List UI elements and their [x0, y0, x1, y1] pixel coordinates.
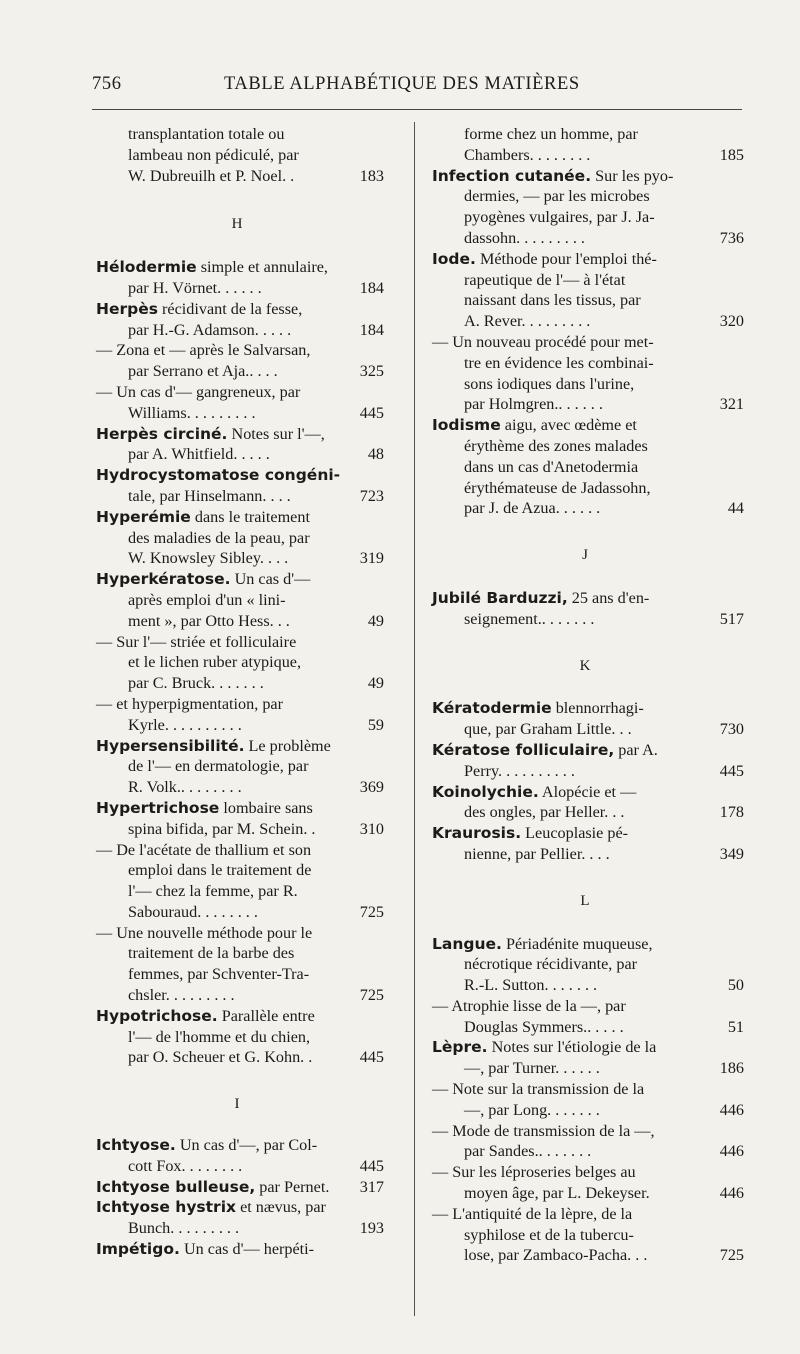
- page-ref: 725: [719, 1246, 744, 1265]
- entry-line: — Un cas d'— gangreneux, par: [96, 382, 301, 401]
- entry-text: par O. Scheuer et G. Kohn. .: [128, 1048, 313, 1067]
- entry-heading: Jubilé Barduzzi,: [432, 588, 568, 607]
- page-ref: 49: [367, 674, 384, 693]
- page-ref: 320: [719, 312, 744, 331]
- entry-text: Kyrle. . . . . . . . . .: [128, 715, 242, 734]
- entry-text: Bunch. . . . . . . . .: [128, 1219, 240, 1238]
- entry-line: des maladies de la peau, par: [128, 528, 310, 547]
- entry-text: Le problème: [244, 736, 331, 755]
- entry-text: nienne, par Pellier. . . .: [464, 844, 610, 863]
- entry-heading: Langue.: [432, 934, 502, 953]
- index-entry: [432, 1162, 744, 1204]
- entry-line: forme chez un homme, par: [464, 125, 638, 143]
- entry-line: — Atrophie lisse de la —, par: [432, 996, 626, 1015]
- right-column: [432, 124, 744, 1266]
- index-entry: [96, 569, 384, 631]
- index-entry: [96, 632, 384, 694]
- page-ref: 44: [727, 499, 744, 518]
- index-entry: [432, 166, 744, 249]
- entry-text: simple et annulaire,: [196, 258, 328, 277]
- entry-line: pyogènes vulgaires, par J. Ja-: [464, 208, 655, 227]
- entry-heading: Iode.: [432, 249, 476, 268]
- page-ref: 446: [719, 1100, 744, 1119]
- entry-heading: Herpès: [96, 299, 158, 318]
- entry-heading: Hydrocystomatose congéni-: [96, 466, 341, 485]
- entry-heading: Hypersensibilité.: [96, 736, 245, 755]
- entry-line: — et hyperpigmentation, par: [96, 694, 284, 713]
- index-entry: [432, 823, 744, 865]
- entry-heading: Ichtyose.: [96, 1136, 176, 1155]
- index-entry: [96, 923, 384, 1006]
- page-title: TABLE ALPHABÉTIQUE DES MATIÈRES: [224, 74, 580, 94]
- page-ref: 517: [719, 609, 744, 628]
- entry-text: Chambers. . . . . . . .: [464, 145, 591, 164]
- index-entry: [432, 934, 744, 996]
- entry-heading: Herpès circiné.: [96, 424, 228, 443]
- index-entry: [432, 415, 744, 519]
- page-ref: 325: [359, 362, 384, 381]
- entry-text: Alopécie et —: [538, 782, 637, 801]
- entry-heading: Hypotrichose.: [96, 1006, 218, 1025]
- entry-text: chsler. . . . . . . . .: [128, 986, 235, 1005]
- page-ref: 723: [359, 486, 384, 505]
- index-entry: [432, 1079, 744, 1121]
- entry-line: érythème des zones malades: [464, 436, 648, 455]
- index-entry: [96, 1135, 384, 1177]
- index-entry: [96, 840, 384, 923]
- entry-line: lambeau non pédiculé, par: [128, 145, 299, 164]
- entry-text: R. Volk.. . . . . . . .: [128, 778, 242, 797]
- index-entry: [432, 1121, 744, 1163]
- index-entry: [432, 698, 744, 740]
- page-ref: 736: [719, 228, 744, 247]
- entry-line: — De l'acétate de thallium et son: [96, 840, 312, 859]
- index-entry: [432, 124, 744, 166]
- entry-text: par A.: [614, 740, 658, 759]
- entry-text: par Sandes.. . . . . . .: [464, 1142, 592, 1161]
- entry-line: dermies, — par les microbes: [464, 187, 650, 206]
- page-ref: 184: [359, 320, 384, 339]
- index-entry: [432, 782, 744, 824]
- index-entry: [432, 1037, 744, 1079]
- index-entry: [96, 382, 384, 424]
- page-ref: 51: [727, 1017, 744, 1036]
- page-ref: 184: [359, 278, 384, 297]
- page-ref: 445: [359, 403, 384, 422]
- entry-heading: Hyperémie: [96, 507, 191, 526]
- entry-line: et le lichen ruber atypique,: [128, 653, 302, 672]
- page-ref: 49: [367, 611, 384, 630]
- entry-line: syphilose et de la tubercu-: [464, 1225, 634, 1244]
- left-column: [96, 124, 384, 1260]
- entry-line: [96, 166, 384, 187]
- entry-text: par Holmgren.. . . . . .: [464, 395, 603, 414]
- page-ref: 319: [359, 549, 384, 568]
- entry-text: ment », par Otto Hess. . .: [128, 611, 290, 630]
- entry-line: l'— de l'homme et du chien,: [128, 1027, 311, 1046]
- page-ref: 178: [719, 803, 744, 822]
- entry-text: blennorrhagi-: [551, 699, 644, 718]
- entry-text: 25 ans d'en-: [567, 588, 650, 607]
- index-entry: [432, 588, 744, 630]
- index-entry: [432, 740, 744, 782]
- entry-line: — L'antiquité de la lèpre, de la: [432, 1204, 633, 1223]
- entry-text: que, par Graham Little. . .: [464, 720, 632, 739]
- section-letter-k: K: [579, 657, 591, 674]
- entry-text: lose, par Zambaco-Pacha. . .: [464, 1246, 648, 1265]
- entry-line: femmes, par Schventer-Tra-: [128, 965, 310, 984]
- entry-text: A. Rever. . . . . . . . .: [464, 312, 591, 331]
- section-letter-h: H: [231, 216, 243, 233]
- page-ref: 446: [719, 1184, 744, 1203]
- entry-text: par J. de Azua. . . . . .: [464, 499, 601, 518]
- entry-heading: Hélodermie: [96, 258, 197, 277]
- entry-text: dans le traitement: [190, 507, 310, 526]
- entry-text: —, par Turner. . . . . .: [464, 1059, 600, 1078]
- index-entry: [432, 1204, 744, 1266]
- index-entry: [96, 736, 384, 798]
- entry-text: par H. Vörnet. . . . . .: [128, 278, 262, 297]
- entry-text: Leucoplasie pé-: [521, 824, 629, 843]
- entry-text: Périadénite muqueuse,: [501, 934, 653, 953]
- entry-text: lombaire sans: [219, 798, 313, 817]
- entry-heading: Impétigo.: [96, 1240, 180, 1259]
- entry-text: W. Dubreuilh et P. Noel. .: [128, 166, 295, 185]
- entry-text: par Serrano et Aja.. . . .: [128, 362, 278, 381]
- page-ref: 50: [727, 976, 744, 995]
- index-entry: [96, 465, 384, 507]
- entry-line: tre en évidence les combinai-: [464, 353, 654, 372]
- entry-line: érythémateuse de Jadassohn,: [464, 478, 651, 497]
- entry-line: dans un cas d'Anetodermia: [464, 457, 639, 476]
- entry-line: — Une nouvelle méthode pour le: [96, 923, 313, 942]
- index-entry: [96, 424, 384, 466]
- entry-heading: Ichtyose hystrix: [96, 1198, 237, 1217]
- section-letter-j: J: [582, 547, 588, 564]
- page-ref: 445: [359, 1048, 384, 1067]
- entry-text: tale, par Hinselmann. . . .: [128, 486, 291, 505]
- index-entry: [96, 299, 384, 341]
- index-entry: [96, 124, 384, 186]
- page-ref: 369: [359, 778, 384, 797]
- page-ref: 445: [719, 761, 744, 780]
- index-entry: [96, 798, 384, 840]
- entry-line: — Note sur la transmission de la: [432, 1080, 645, 1099]
- page-ref: 183: [359, 166, 384, 185]
- entry-line: traitement de la barbe des: [128, 944, 295, 963]
- page-ref: 59: [367, 715, 384, 734]
- entry-line: — Sur les léproseries belges au: [432, 1163, 636, 1182]
- page-ref: 317: [359, 1177, 384, 1196]
- entry-heading: Kraurosis.: [432, 824, 522, 843]
- page-ref: 186: [719, 1059, 744, 1078]
- entry-line: — Mode de transmission de la —,: [432, 1121, 655, 1140]
- entry-text: Un cas d'— herpéti-: [179, 1240, 315, 1259]
- page-ref: 310: [359, 819, 384, 838]
- index-entry: [96, 507, 384, 569]
- entry-text: Notes sur l'étiologie de la: [487, 1038, 657, 1057]
- entry-line: transplantation totale ou: [128, 125, 285, 143]
- entry-text: Sabouraud. . . . . . . .: [128, 902, 258, 921]
- index-entry: [96, 1006, 384, 1068]
- index-entry: [96, 257, 384, 299]
- page-ref: 193: [359, 1219, 384, 1238]
- page-number: 756: [92, 74, 122, 94]
- entry-heading: Koinolychie.: [432, 782, 539, 801]
- entry-text: W. Knowsley Sibley. . . .: [128, 549, 289, 568]
- section-letter-l: L: [580, 892, 590, 909]
- entry-text: Perry. . . . . . . . . .: [464, 761, 575, 780]
- entry-line: après emploi d'un « lini-: [128, 590, 286, 609]
- entry-heading: Kératose folliculaire,: [432, 740, 615, 759]
- entry-line: nécrotique récidivante, par: [464, 955, 638, 974]
- entry-text: seignement.. . . . . . .: [464, 609, 595, 628]
- section-letter-i: I: [234, 1096, 240, 1113]
- page-ref: 185: [719, 145, 744, 164]
- entry-text: par H.-G. Adamson. . . . .: [128, 320, 292, 339]
- entry-line: naissant dans les tissus, par: [464, 291, 641, 310]
- entry-heading: Iodisme: [432, 416, 501, 435]
- page-ref: 445: [359, 1156, 384, 1175]
- entry-heading: Hypertrichose: [96, 798, 220, 817]
- page-ref: 730: [719, 720, 744, 739]
- entry-text: —, par Long. . . . . . .: [464, 1100, 600, 1119]
- index-entry: [96, 1177, 384, 1198]
- index-entry: [96, 694, 384, 736]
- entry-text: moyen âge, par L. Dekeyser.: [464, 1184, 650, 1203]
- entry-text: récidivant de la fesse,: [157, 299, 303, 318]
- index-entry: [96, 340, 384, 382]
- entry-line: — Zona et — après le Salvarsan,: [96, 341, 311, 360]
- entry-text: Notes sur l'—,: [227, 424, 325, 443]
- entry-text: par C. Bruck. . . . . . .: [128, 674, 264, 693]
- entry-text: Méthode pour l'emploi thé-: [475, 249, 657, 268]
- page-ref: 48: [367, 445, 384, 464]
- entry-heading: Infection cutanée.: [432, 166, 592, 185]
- entry-text: et nævus, par: [236, 1198, 326, 1217]
- index-entry: [432, 249, 744, 332]
- page-ref: 321: [719, 395, 744, 414]
- page-ref: 725: [359, 986, 384, 1005]
- entry-text: par A. Whitfield. . . . .: [128, 445, 270, 464]
- entry-text: Sur les pyo-: [591, 166, 674, 185]
- entry-text: dassohn. . . . . . . . .: [464, 228, 585, 247]
- entry-line: l'— chez la femme, par R.: [128, 882, 298, 901]
- entry-text: aigu, avec œdème et: [500, 416, 637, 435]
- page-ref: 446: [719, 1142, 744, 1161]
- entry-line: de l'— en dermatologie, par: [128, 757, 309, 776]
- entry-text: des ongles, par Heller. . .: [464, 803, 625, 822]
- entry-heading: Hyperkératose.: [96, 570, 231, 589]
- column-divider: [414, 122, 415, 1316]
- page-ref: 349: [719, 844, 744, 863]
- index-entry: [432, 332, 744, 415]
- header-rule: [92, 109, 742, 110]
- entry-text: par Pernet.: [255, 1177, 330, 1196]
- entry-text: Douglas Symmers.. . . . .: [464, 1017, 624, 1036]
- entry-line: emploi dans le traitement de: [128, 861, 312, 880]
- entry-text: Parallèle entre: [217, 1006, 315, 1025]
- entry-text: spina bifida, par M. Schein. .: [128, 819, 316, 838]
- index-entry: [96, 1239, 378, 1260]
- entry-text: Un cas d'—, par Col-: [175, 1136, 318, 1155]
- index-entry: [432, 996, 744, 1038]
- entry-text: R.-L. Sutton. . . . . . .: [464, 976, 598, 995]
- entry-heading: Kératodermie: [432, 699, 552, 718]
- entry-line: rapeutique de l'— à l'état: [464, 270, 626, 289]
- entry-text: Williams. . . . . . . . .: [128, 403, 256, 422]
- entry-heading: Lèpre.: [432, 1038, 488, 1057]
- page-header: [92, 74, 800, 104]
- index-entry: [96, 1197, 384, 1239]
- entry-heading: Ichtyose bulleuse,: [96, 1177, 256, 1196]
- entry-text: cott Fox. . . . . . . .: [128, 1156, 243, 1175]
- entry-line: — Un nouveau procédé pour met-: [432, 332, 654, 351]
- entry-text: Un cas d'—: [230, 570, 311, 589]
- entry-line: — Sur l'— striée et folliculaire: [96, 632, 297, 651]
- entry-line: sons iodiques dans l'urine,: [464, 374, 635, 393]
- page-ref: 725: [359, 902, 384, 921]
